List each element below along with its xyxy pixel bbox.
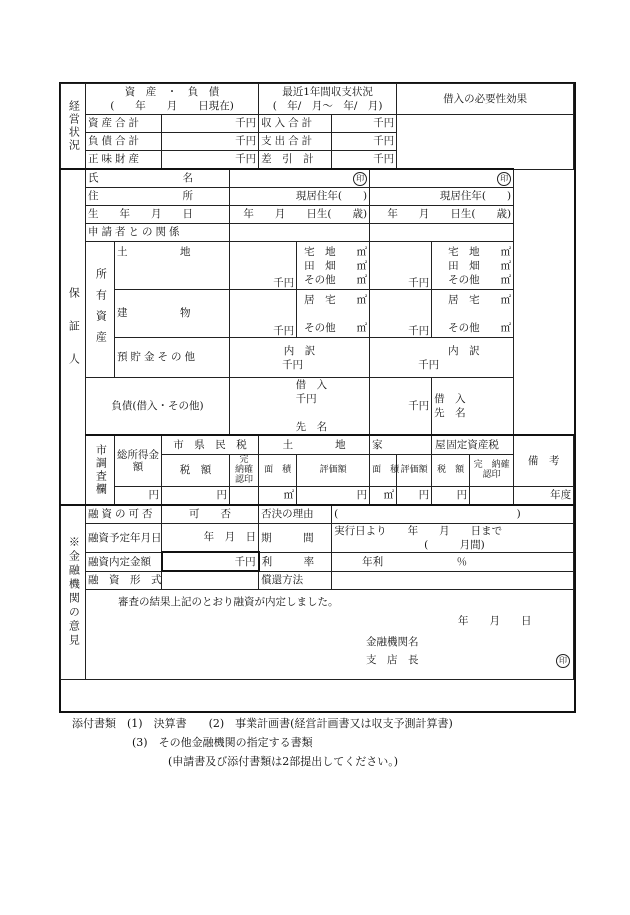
repay-label: 償還方法 [259,571,332,590]
residence-years-2[interactable]: 現居住年( ) [370,188,514,206]
income-header: 最近1年間収支状況 ( 年/ 月～ 年/ 月) [259,84,397,115]
fixed-tax-paid-value[interactable] [470,486,514,505]
guarantor-name-label: 氏 名 [86,169,230,188]
relation-label: 申請者との関係 [86,224,230,242]
branch-manager-label: 支 店 長 [366,654,419,667]
guarantor-name-2[interactable] [370,169,514,188]
net-worth-unit: 千円 [162,151,259,170]
seal-icon: 印 [556,654,570,668]
fiscal-year[interactable]: 年度 [514,486,574,505]
birth-value-1[interactable]: 年 月 日生( 歳) [230,206,370,224]
land-items-1[interactable]: 宅 地 ㎡ 田 畑 ㎡ その他 ㎡ [297,242,370,290]
schedule-label: 融資予定年月日 [86,523,162,552]
guarantor-birth-label: 生 年 月 日 [86,206,230,224]
bank-section-label: ※金融機関の意見 [61,505,86,680]
fixed-tax-value[interactable]: 円 [432,486,470,505]
form-value[interactable] [162,571,259,590]
approval-value[interactable]: 可 否 [162,505,259,524]
residence-years-1[interactable]: 現居住年( ) [230,188,370,206]
bank-name-label: 金融機関名 [366,636,419,649]
savings-value-1[interactable]: 内 訳 千円 [230,338,370,378]
owned-assets-label: 所有資産 [86,242,115,378]
total-income-unit: 千円 [332,115,397,133]
balance-unit: 千円 [332,151,397,170]
land-valuation: 評価額 [297,454,370,486]
amount-label: 融資内定金額 [86,552,162,571]
notes-line-3: (申請書及び添付書類は2部提出してください。) [168,755,399,768]
debt-value-1[interactable]: 借 入 千円 先 名 [230,378,370,436]
building-unit-2: 千円 [370,290,432,338]
total-assets-unit: 千円 [162,115,259,133]
total-income-label: 収入合計 [259,115,332,133]
land-tax-label: 土 地 [259,435,370,454]
land-area-value[interactable]: ㎡ [259,486,297,505]
relation-value-2[interactable] [370,224,514,242]
relation-value-1[interactable] [230,224,370,242]
income-label: 総所得金額 [115,435,162,486]
debt-unit-2: 千円 [370,378,432,436]
necessity-header: 借入の必要性効果 [397,84,574,115]
repay-value[interactable] [332,571,574,590]
land-items-2[interactable]: 宅 地 ㎡ 田 畑 ㎡ その他 ㎡ [432,242,514,290]
city-tax-paid-value[interactable] [230,486,259,505]
reason-value[interactable]: ( ) [332,505,574,524]
guarantor-address-label: 住 所 [86,188,230,206]
opinion-box[interactable] [86,590,574,680]
schedule-value[interactable]: 年 月 日 [162,523,259,552]
house-valuation-value[interactable]: 円 [397,486,432,505]
seal-icon: 印 [353,172,367,186]
savings-value-2[interactable]: 内 訳 千円 [370,338,514,378]
net-worth-label: 正味財産 [86,151,162,170]
amount-value[interactable]: 千円 [162,552,259,571]
total-debt-unit: 千円 [162,133,259,151]
debt-label: 負債(借入・その他) [86,378,230,436]
form-label: 融 資 形 式 [86,571,162,590]
land-label: 土 地 [115,242,230,290]
rate-label: 利 率 [259,552,332,571]
building-unit-1: 千円 [230,290,297,338]
savings-label: 預貯金その他 [115,338,230,378]
fixed-tax-paid: 完 納確認印 [470,454,514,486]
income-yen[interactable]: 円 [115,486,162,505]
total-expense-label: 支出合計 [259,133,332,151]
guarantor-name-1[interactable] [230,169,370,188]
necessity-value[interactable] [397,115,574,170]
total-assets-label: 資産合計 [86,115,162,133]
opinion-text: 審査の結果上記のとおり融資が内定しました。 [118,596,339,609]
notes-line-1: 添付書類 (1) 決算書 (2) 事業計画書(経営計画書又は収支予測計算書) [72,717,453,730]
attachment-notes [72,714,453,771]
land-valuation-value[interactable]: 円 [297,486,370,505]
total-debt-label: 負債合計 [86,133,162,151]
tax-section-label: 市調査欄 [86,435,115,505]
notes-line-2: (3) その他金融機関の指定する書類 [132,736,313,749]
remarks-label: 備 考 [514,435,574,486]
seal-icon: 印 [497,172,511,186]
city-tax-label: 市 県 民 税 [162,435,259,454]
asset-header: 資 産 ・ 負 債 ( 年 月 日現在) [86,84,259,115]
city-tax-yen[interactable]: 円 [162,486,230,505]
house-area-value[interactable]: ㎡ [370,486,397,505]
period-label: 期 間 [259,523,332,552]
city-tax-amount: 税 額 [162,454,230,486]
opinion-date: 年 月 日 [458,615,532,628]
land-area: 面 積 [259,454,297,486]
balance-label: 差 引 計 [259,151,332,170]
period-value[interactable]: 実行日より 年 月 日まで ( 月間) [332,523,574,552]
house-area: 面 積 [370,454,397,486]
house-valuation: 評価額 [397,454,432,486]
city-tax-paid: 完 納確認印 [230,454,259,486]
building-items-1[interactable]: 居 宅 ㎡ その他 ㎡ [297,290,370,338]
rate-value[interactable]: 年利 ％ [332,552,574,571]
application-form-table [60,83,574,680]
fixed-tax-label: 固定資産税 [432,435,514,454]
land-unit-1: 千円 [230,242,297,290]
total-expense-unit: 千円 [332,133,397,151]
reason-label: 否決の理由 [259,505,332,524]
approval-label: 融資の可否 [86,505,162,524]
guarantor-section-label: 保証人 [61,169,86,505]
building-label: 建 物 [115,290,230,338]
land-unit-2: 千円 [370,242,432,290]
fixed-tax-amount: 税 額 [432,454,470,486]
debt-value-2[interactable]: 借 入 先 名 [432,378,514,436]
management-section-label: 経営状況 [61,84,86,170]
building-items-2[interactable]: 居 宅 ㎡ その他 ㎡ [432,290,514,338]
house-tax-label: 家 屋 [370,435,432,454]
birth-value-2[interactable]: 年 月 日生( 歳) [370,206,514,224]
